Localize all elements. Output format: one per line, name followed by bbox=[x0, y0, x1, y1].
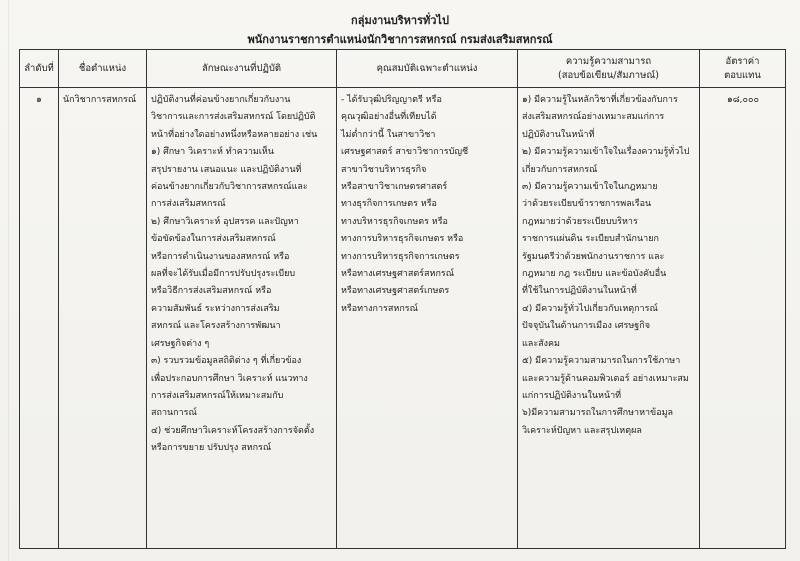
cell-line: ๑) มีความรู้ในหลักวิชาที่เกี่ยวข้องกับการ bbox=[522, 95, 678, 105]
cell-line: ไม่ต่ำกว่านี้ ในสาขาวิชา bbox=[341, 129, 436, 140]
cell-line: สาขาวิชาบริหารธุรกิจ bbox=[341, 164, 427, 175]
position-table bbox=[19, 49, 786, 549]
cell-line: กฎหมาย กฎ ระเบียบ และข้อบังคับอื่น bbox=[522, 269, 667, 280]
cell-line: ๔) มีความรู้ทั่วไปเกี่ยวกับเหตุการณ์ bbox=[522, 303, 658, 314]
cell-line: ๔) ช่วยศึกษาวิเคราะห์โครงสร้างการจัดตั้ง bbox=[151, 425, 315, 436]
cell-line: ข้อขัดข้องในการส่งเสริมสหกรณ์ bbox=[151, 234, 276, 245]
cell-line: การส่งเสริมสหกรณ์ให้เหมาะสมกับ bbox=[151, 390, 284, 401]
header-label: ชื่อตำแหน่ง bbox=[78, 62, 127, 74]
cell-line: และสังคม bbox=[522, 338, 560, 349]
cell-line: เศรษฐศาสตร์ สาขาวิชาการบัญชี bbox=[341, 147, 469, 158]
cell-line: ส่งเสริมสหกรณ์อย่างเหมาะสมแก่การ bbox=[522, 112, 665, 123]
cell-line: ๖)มีความสามารถในการศึกษาหาข้อมูล bbox=[522, 408, 674, 419]
cell-line: ความสัมพันธ์ ระหว่างการส่งเสริม bbox=[151, 303, 280, 314]
cell-knowledge bbox=[518, 88, 700, 549]
cell-line: แก่การปฏิบัติงานในหน้าที่ bbox=[522, 390, 622, 401]
cell-line: เศรษฐกิจต่าง ๆ bbox=[151, 338, 210, 349]
header-qualifications bbox=[337, 50, 518, 88]
header-no bbox=[20, 50, 59, 88]
cell-line: เกี่ยวกับการสหกรณ์ bbox=[522, 164, 598, 175]
cell-line: ๓) มีความรู้ความเข้าใจในกฎหมาย bbox=[522, 182, 658, 193]
cell-line: ปฏิบัติงานที่ค่อนข้างยากเกี่ยวกับงาน bbox=[151, 95, 291, 105]
cell-line: หรือวิธีการส่งเสริมสหกรณ์ หรือ bbox=[151, 286, 272, 297]
cell-line: เพื่อประกอบการศึกษา วิเคราะห์ แนวทาง bbox=[151, 373, 308, 384]
table-row bbox=[20, 88, 786, 549]
cell-line: ๓) รวบรวมข้อมูลสถิติต่าง ๆ ที่เกี่ยวข้อง bbox=[151, 356, 302, 367]
cell-line: ที่ใช้ในการปฏิบัติงานในหน้าที่ bbox=[522, 286, 637, 297]
cell-line: - ได้รับวุฒิปริญญาตรี หรือ bbox=[341, 95, 442, 105]
cell-duties bbox=[147, 88, 337, 549]
cell-line: รัฐมนตรีว่าด้วยพนักงานราชการ และ bbox=[522, 251, 665, 262]
cell-line: ว่าด้วยระเบียบข้าราชการพลเรือน bbox=[522, 199, 652, 210]
cell-line: ทางธุรกิจการเกษตร หรือ bbox=[341, 199, 437, 210]
cell-line: ผลที่จะได้รับเมื่อมีการปรับปรุงระเบียบ bbox=[151, 269, 296, 280]
cell-line: หรือทางเศรษฐศาสตร์สหกรณ์ bbox=[341, 269, 455, 280]
cell-line: ๑) ศึกษา วิเคราะห์ ทำความเห็น bbox=[151, 147, 274, 158]
cell-line: ปัจจุบันในด้านการเมือง เศรษฐกิจ bbox=[522, 321, 650, 332]
document-title: กลุ่มงานบริหารทั่วไป bbox=[351, 14, 449, 27]
header-label: คุณสมบัติเฉพาะตำแหน่ง bbox=[376, 62, 478, 74]
cell-line: ค่อนข้างยากเกี่ยวกับวิชาการสหกรณ์และ bbox=[151, 182, 308, 193]
cell-line: กฎหมายว่าด้วยระเบียบบริหาร bbox=[522, 216, 638, 227]
header-duties bbox=[147, 50, 337, 88]
cell-line: ราชการแผ่นดิน ระเบียบสำนักนายก bbox=[522, 234, 659, 245]
cell-line: ปฏิบัติงานในหน้าที่ bbox=[522, 129, 595, 140]
cell-line: วิชาการและการส่งเสริมสหกรณ์ โดยปฏิบัติ bbox=[151, 112, 316, 123]
document-subtitle: พนักงานราชการตำแหน่งนักวิชาการสหกรณ์ กรมส่งเสริมสหกรณ์ bbox=[247, 33, 553, 46]
cell-line: หรือการดำเนินงานของสหกรณ์ หรือ bbox=[151, 251, 290, 262]
cell-line: คุณวุฒิอย่างอื่นที่เทียบได้ bbox=[341, 112, 437, 123]
cell-position: นักวิชาการสหกรณ์ bbox=[59, 88, 147, 549]
header-label: ลักษณะงานที่ปฏิบัติ bbox=[201, 62, 282, 74]
cell-qualifications bbox=[337, 88, 518, 549]
header-label: ลำดับที่ bbox=[24, 62, 54, 74]
cell-line: ๕) มีความรู้ความสามารถในการใช้ภาษา bbox=[522, 356, 681, 367]
table-header-row bbox=[20, 50, 786, 88]
header-rate bbox=[700, 50, 786, 88]
cell-line: และความรู้ด้านคอมพิวเตอร์ อย่างเหมาะสม bbox=[522, 373, 689, 384]
header-knowledge bbox=[518, 50, 700, 88]
cell-line: หน้าที่อย่างใดอย่างหนึ่งหรือหลายอย่าง เช่น bbox=[151, 129, 318, 140]
cell-line: สถานการณ์ bbox=[151, 408, 197, 419]
cell-line: ๒) มีความรู้ความเข้าใจในเรื่องความรู้ทั่วไป bbox=[522, 147, 690, 158]
header-position bbox=[59, 50, 147, 88]
cell-line: หรือการขยาย ปรับปรุง สหกรณ์ bbox=[151, 443, 272, 454]
cell-line: หรือทางเศรษฐศาสตร์เกษตร bbox=[341, 286, 450, 297]
cell-line: ทางบริหารธุรกิจเกษตร หรือ bbox=[341, 216, 448, 227]
header-label: ความรู้ความสามารถ (สอบข้อเขียน/สัมภาษณ์) bbox=[558, 55, 659, 81]
cell-line: สรุปรายงาน เสนอแนะ และปฏิบัติงานที่ bbox=[151, 164, 302, 175]
cell-line: หรือสาขาวิชาเกษตรศาสตร์ bbox=[341, 182, 448, 193]
page-edge-shadow bbox=[8, 0, 9, 561]
cell-line: สหกรณ์ และโครงสร้างการพัฒนา bbox=[151, 321, 281, 332]
cell-line: ๒) ศึกษาวิเคราะห์ อุปสรรค และปัญหา bbox=[151, 216, 299, 227]
cell-line: ทางการบริหารธุรกิจเกษตร หรือ bbox=[341, 234, 464, 245]
cell-line: ทางการบริหารธุรกิจการเกษตร bbox=[341, 251, 460, 262]
cell-line: การส่งเสริมสหกรณ์ bbox=[151, 199, 226, 210]
cell-line: วิเคราะห์ปัญหา และสรุปเหตุผล bbox=[522, 425, 642, 436]
header-label: อัตราค่า ตอบแทน bbox=[724, 55, 761, 81]
cell-line: หรือทางการสหกรณ์ bbox=[341, 303, 418, 314]
cell-no: ๑ bbox=[20, 88, 59, 549]
cell-rate: ๑๘,๐๐๐ bbox=[700, 88, 786, 549]
